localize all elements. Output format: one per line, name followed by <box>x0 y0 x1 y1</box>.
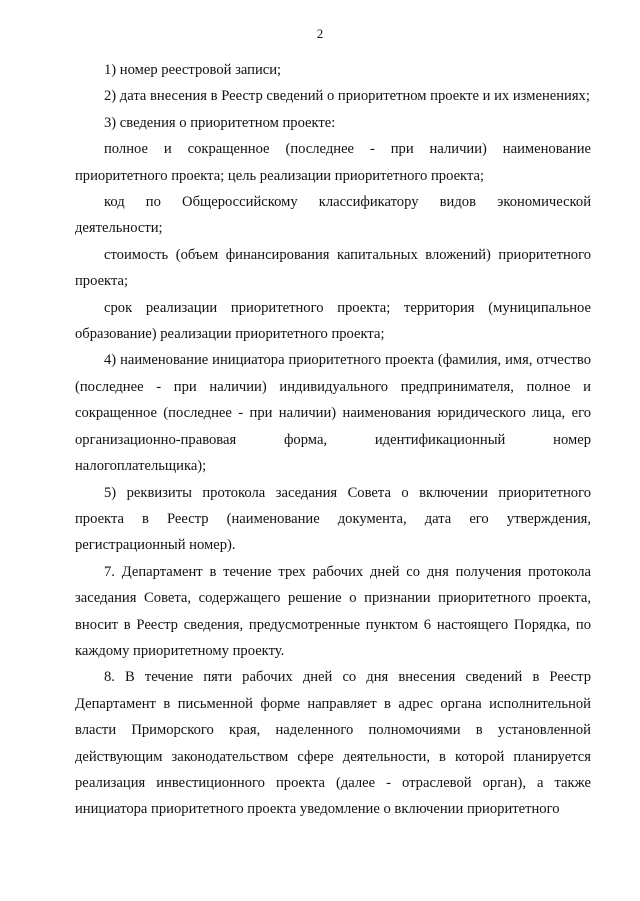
paragraph-item-7: 7. Департамент в течение трех рабочих дней со дня получения протокола заседания Совета, содержащего решение о признании приоритетного проекта, вносит в Реестр сведения, предусмотренные пунктом 6 настоящего Порядка, по каждому приоритетному проекту. <box>75 563 591 659</box>
page-number: 2 <box>316 26 324 41</box>
paragraph-activity-code: код по Общероссийскому классификатору видов экономической деятельности; <box>75 194 591 237</box>
paragraph-item-8: 8. В течение пяти рабочих дней со дня внесения сведений в Реестр Департамент в письменной форме направляет в адрес органа исполнительной власти Приморского края, наделенного полномочиями в установленной действующим законодательством сфере деятельности, в которой планируется реализация инвестиционного проекта (далее - отраслевой орган), а также инициатора приоритетного проекта уведомление о включении приоритетного <box>75 669 591 818</box>
paragraph-registry-record-number: 1) номер реестровой записи; <box>104 62 282 78</box>
paragraph-protocol-details: 5) реквизиты протокола заседания Совета о включении приоритетного проекта в Реестр (наименование документа, дата его утверждения, регистрационный номер). <box>75 484 591 554</box>
document-body <box>75 57 591 823</box>
paragraph-project-name-goal: полное и сокращенное (последнее - при наличии) наименование приоритетного проекта; цель реализации приоритетного проекта; <box>75 141 591 184</box>
paragraph-project-info-heading: 3) сведения о приоритетном проекте: <box>104 114 336 131</box>
paragraph-entry-date: 2) дата внесения в Реестр сведений о приоритетном проекте и их изменениях; <box>104 88 590 105</box>
paragraph-initiator-name: 4) наименование инициатора приоритетного проекта (фамилия, имя, отчество (последнее - при наличии) индивидуального предпринимателя, полное и сокращенное (последнее - при наличии) наименования юридического лица, его организационно-правовая форма, идентификационный номер налогоплательщика); <box>75 352 591 475</box>
paragraph-project-cost: стоимость (объем финансирования капитальных вложений) приоритетного проекта; <box>75 246 591 290</box>
paragraph-term-territory: срок реализации приоритетного проекта; территория (муниципальное образование) реализации приоритетного проекта; <box>75 299 591 343</box>
